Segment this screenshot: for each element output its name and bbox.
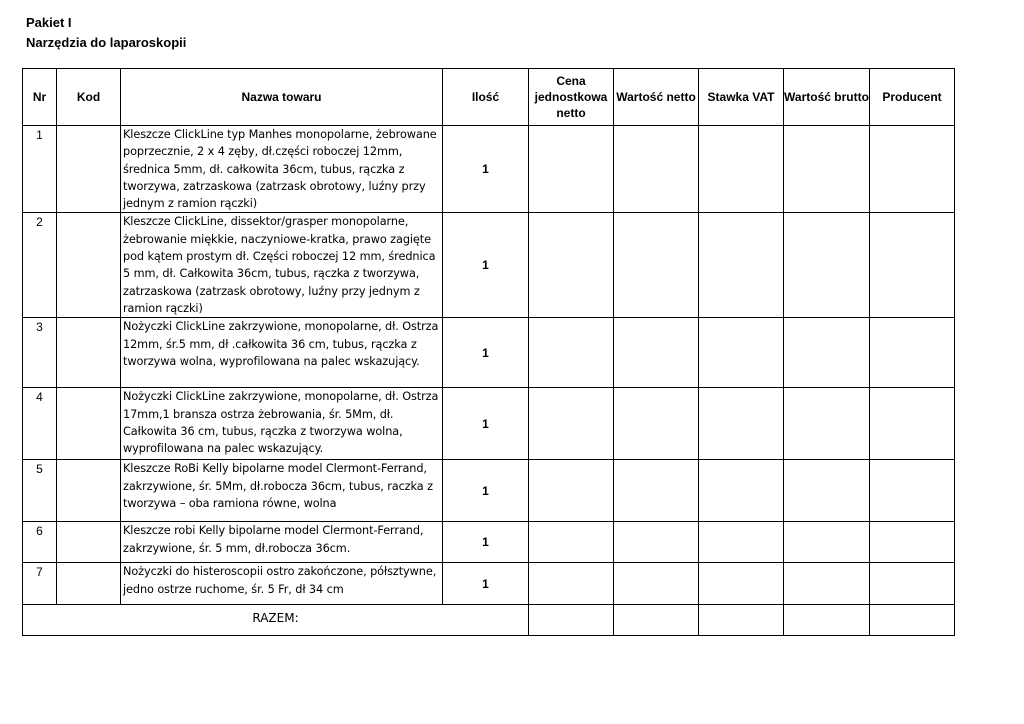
row-name: Kleszcze ClickLine typ Manhes monopolarne, żebrowane poprzecznie, 2 x 4 zęby, dł.części roboczej 12mm, średnica 5mm, dł. całkowita 36cm, tubus, rączka z tworzywa, zatrzaskowa (zatrzask obrotowy, luźny przy jednym z ramion rączki) (121, 126, 443, 213)
row-unit-price (529, 563, 614, 605)
row-name: Kleszcze ClickLine, dissektor/grasper monopolarne, żebrowanie miękkie, naczyniowe-kratka, prawo zagięte pod kątem prostym dł. Części roboczej 12 mm, średnica 5 mm, dł. Całkowita 36cm, tubus, rączka z tworzywa, zatrzaskowa (zatrzask obrotowy, luźny przy jednym z ramion rączki) (121, 213, 443, 318)
col-header-kod: Kod (57, 69, 121, 126)
row-kod (57, 522, 121, 563)
table-row (23, 126, 955, 213)
row-producer (870, 126, 955, 213)
row-qty: 1 (443, 126, 529, 213)
col-header-ilosc: Ilość (443, 69, 529, 126)
row-net-value (614, 213, 699, 318)
col-header-stawka-vat: Stawka VAT (699, 69, 784, 126)
row-producer (870, 388, 955, 460)
col-header-nr: Nr (23, 69, 57, 126)
row-net-value (614, 563, 699, 605)
row-producer (870, 213, 955, 318)
row-kod (57, 126, 121, 213)
row-nr: 3 (23, 318, 57, 388)
row-unit-price (529, 460, 614, 522)
col-header-nazwa: Nazwa towaru (121, 69, 443, 126)
total-unit-price (529, 605, 614, 636)
col-header-wartosc-brutto: Wartość brutto (784, 69, 870, 126)
row-name: Nożyczki do histeroscopii ostro zakończone, półsztywne, jedno ostrze ruchome, śr. 5 Fr, dł 34 cm (121, 563, 443, 605)
row-gross-value (784, 522, 870, 563)
row-producer (870, 522, 955, 563)
table-row (23, 213, 955, 318)
table-row (23, 388, 955, 460)
row-nr: 2 (23, 213, 57, 318)
row-name: Kleszcze robi Kelly bipolarne model Clermont-Ferrand, zakrzywione, śr. 5 mm, dł.robocza 36cm. (121, 522, 443, 563)
row-nr: 5 (23, 460, 57, 522)
row-nr: 7 (23, 563, 57, 605)
col-header-producent: Producent (870, 69, 955, 126)
row-producer (870, 318, 955, 388)
row-net-value (614, 126, 699, 213)
page-subtitle: Narzędzia do laparoskopii (26, 35, 187, 50)
header-row (23, 69, 955, 126)
total-net-value (614, 605, 699, 636)
row-qty: 1 (443, 522, 529, 563)
row-qty: 1 (443, 460, 529, 522)
row-net-value (614, 388, 699, 460)
col-header-wartosc-netto: Wartość netto (614, 69, 699, 126)
row-nr: 4 (23, 388, 57, 460)
row-gross-value (784, 126, 870, 213)
table-row (23, 460, 955, 522)
col-header-cena: Cena jednostkowa netto (529, 69, 614, 126)
row-producer (870, 460, 955, 522)
row-kod (57, 213, 121, 318)
total-vat-rate (699, 605, 784, 636)
row-nr: 6 (23, 522, 57, 563)
row-vat-rate (699, 563, 784, 605)
row-nr: 1 (23, 126, 57, 213)
row-kod (57, 460, 121, 522)
row-vat-rate (699, 460, 784, 522)
row-qty: 1 (443, 388, 529, 460)
row-name: Kleszcze RoBi Kelly bipolarne model Clermont-Ferrand, zakrzywione, śr. 5Mm, dł.robocza 36cm, tubus, raczka z tworzywa – oba ramiona równe, wolna (121, 460, 443, 522)
row-name: Nożyczki ClickLine zakrzywione, monopolarne, dł. Ostrza 12mm, śr.5 mm, dł .całkowita 36 cm, tubus, rączka z tworzywa wolna, wyprofilowana na palec wskazujący. (121, 318, 443, 388)
row-net-value (614, 522, 699, 563)
row-producer (870, 563, 955, 605)
row-qty: 1 (443, 563, 529, 605)
total-label: RAZEM: (23, 605, 529, 636)
row-net-value (614, 318, 699, 388)
row-unit-price (529, 213, 614, 318)
row-gross-value (784, 563, 870, 605)
row-gross-value (784, 318, 870, 388)
row-net-value (614, 460, 699, 522)
row-unit-price (529, 388, 614, 460)
total-producer (870, 605, 955, 636)
row-gross-value (784, 213, 870, 318)
row-unit-price (529, 522, 614, 563)
row-name: Nożyczki ClickLine zakrzywione, monopolarne, dł. Ostrza 17mm,1 bransza ostrza żebrowania, śr. 5Mm, dł. Całkowita 36 cm, tubus, rączka z tworzywa wolna, wyprofilowana na palec wskazujący. (121, 388, 443, 460)
row-kod (57, 318, 121, 388)
total-gross-value (784, 605, 870, 636)
table-row (23, 522, 955, 563)
table-row (23, 563, 955, 605)
row-vat-rate (699, 213, 784, 318)
total-row (23, 605, 955, 636)
row-vat-rate (699, 388, 784, 460)
table-row (23, 318, 955, 388)
price-table (22, 68, 955, 636)
row-unit-price (529, 126, 614, 213)
row-kod (57, 388, 121, 460)
row-gross-value (784, 388, 870, 460)
row-vat-rate (699, 126, 784, 213)
row-qty: 1 (443, 318, 529, 388)
row-unit-price (529, 318, 614, 388)
row-vat-rate (699, 318, 784, 388)
row-vat-rate (699, 522, 784, 563)
page-title: Pakiet I (26, 15, 72, 30)
row-gross-value (784, 460, 870, 522)
row-qty: 1 (443, 213, 529, 318)
row-kod (57, 563, 121, 605)
